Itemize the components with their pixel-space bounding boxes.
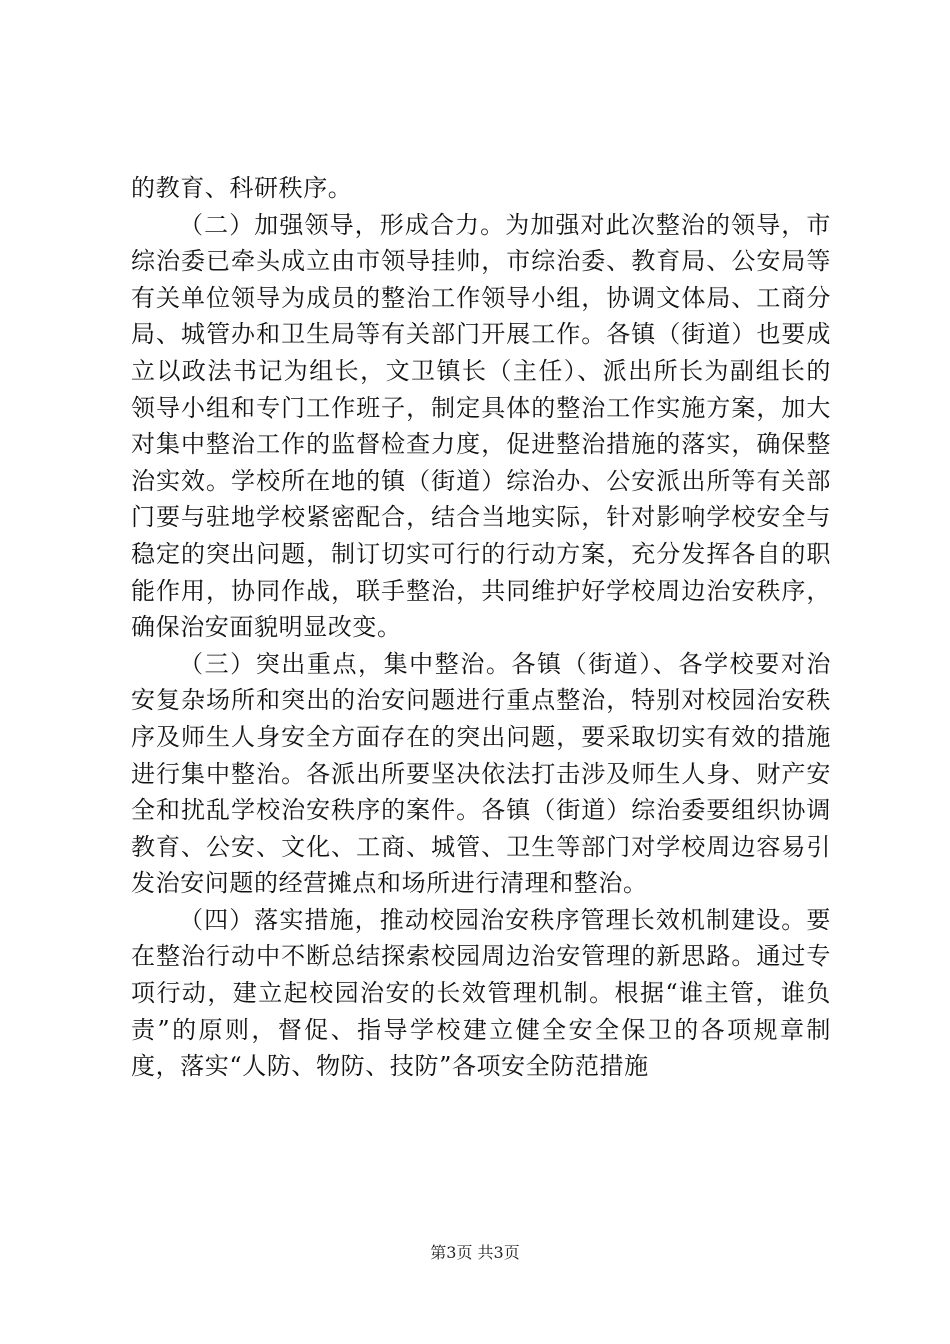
paragraph-section-3: （三）突出重点，集中整治。各镇（街道）、各学校要对治安复杂场所和突出的治安问题进行重点整治，特别对校园治安秩序及师生人身安全方面存在的突出问题，要采取切实有效的措施进行集中整治。各派出所要坚决依法打击涉及师生人身、财产安全和扰乱学校治安秩序的案件。各镇（街道）综治委要组织协调教育、公安、文化、工商、城管、卫生等部门对学校周边容易引发治安问题的经营摊点和场所进行清理和整治。 <box>131 649 831 898</box>
paragraph-continuation: 的教育、科研秩序。 <box>131 174 353 202</box>
document-body <box>131 170 831 1085</box>
page-footer: 第3页 共3页 <box>430 1243 520 1262</box>
paragraph-section-4: （四）落实措施，推动校园治安秩序管理长效机制建设。要在整治行动中不断总结探索校园周边治安管理的新思路。通过专项行动，建立起校园治安的长效管理机制。根据“谁主管，谁负责”的原则，督促、指导学校建立健全安全保卫的各项规章制度，落实“人防、物防、技防”各项安全防范措施 <box>131 905 831 1081</box>
paragraph-section-2: （二）加强领导，形成合力。为加强对此次整治的领导，市综治委已牵头成立由市领导挂帅，市综治委、教育局、公安局等有关单位领导为成员的整治工作领导小组，协调文体局、工商分局、城管办和卫生局等有关部门开展工作。各镇（街道）也要成立以政法书记为组长，文卫镇长（主任）、派出所长为副组长的领导小组和专门工作班子，制定具体的整治工作实施方案，加大对集中整治工作的监督检查力度，促进整治措施的落实，确保整治实效。学校所在地的镇（街道）综治办、公安派出所等有关部门要与驻地学校紧密配合，结合当地实际，针对影响学校安全与稳定的突出问题，制订切实可行的行动方案，充分发挥各自的职能作用，协同作战，联手整治，共同维护好学校周边治安秩序，确保治安面貌明显改变。 <box>131 210 831 642</box>
